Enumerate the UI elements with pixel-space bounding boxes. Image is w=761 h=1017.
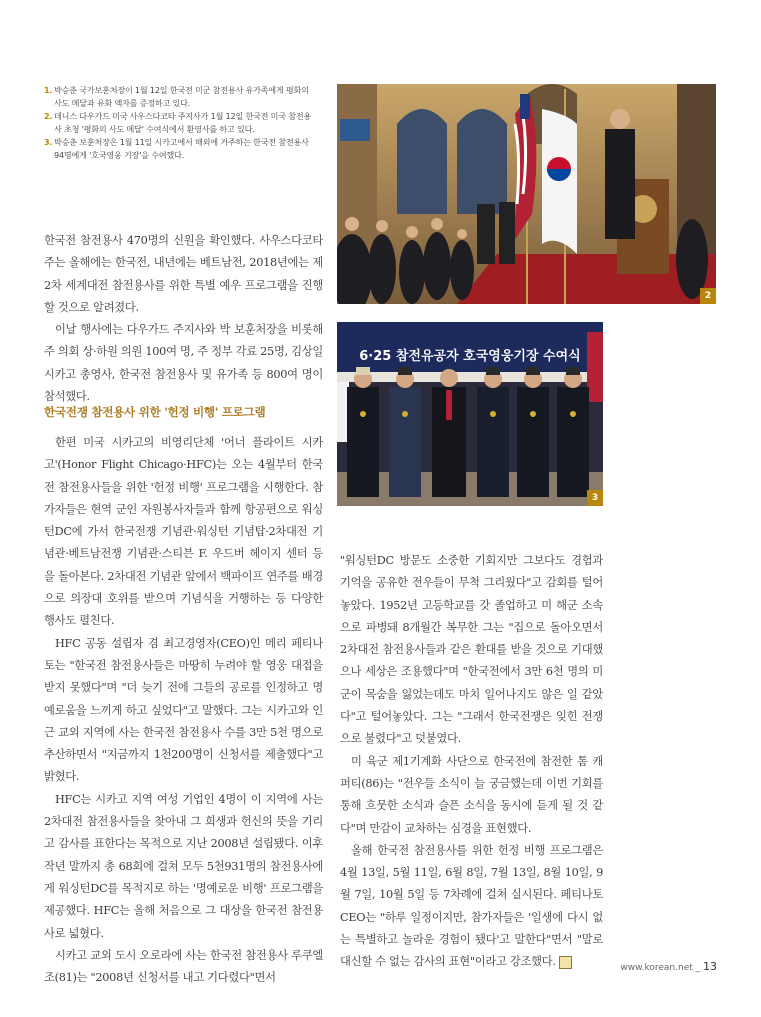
banner-text: 6·25 참전유공자 호국영웅기장 수여식	[359, 349, 581, 364]
caption-text: 박승춘 국가보훈처장이 1월 12일 한국전 미군 참전용사 유가족에게 평화의 사도 메달과 유화 액자를 증정하고 있다.	[54, 85, 309, 108]
paragraph: 한국전 참전용사 470명의 신원을 확인했다. 사우스다코타 주는 올해에는 한국전, 내년에는 베트남전, 2018년에는 제2차 세계대전 참전용사를 위한 특별 예우 프로그램을 진행할 것으로 알려졌다.	[44, 234, 323, 314]
paragraph: 시카고 교외 도시 오로라에 사는 한국전 참전용사 루쿠엘조(81)는 "2008년 신청서를 내고 기다렸다"면서	[44, 948, 323, 985]
photo-captions	[44, 84, 316, 162]
paragraph-last	[340, 840, 603, 974]
caption-3	[44, 136, 316, 162]
ceremony-hall-illustration	[337, 84, 716, 304]
section-heading: 한국전쟁 참전용사 위한 '헌정 비행' 프로그램	[44, 405, 266, 419]
caption-number: 3.	[44, 137, 53, 147]
paragraph: 이날 행사에는 다우가드 주지사와 박 보훈처장을 비롯해 주 의회 상·하원 의원 100여 명, 주 정부 각료 25명, 김상일 시카고 총영사, 한국전 참전용사 및 유가족 등 800여 명이 참석했다.	[44, 323, 323, 404]
veterans-illustration	[337, 322, 603, 506]
caption-number: 1.	[44, 85, 53, 95]
article-body-right	[340, 550, 603, 974]
caption-2	[44, 110, 316, 136]
article-body-left-bottom	[44, 432, 323, 989]
photo-veterans-medals	[337, 322, 603, 506]
paragraph: 미 육군 제1기계화 사단으로 한국전에 참전한 톰 캐퍼티(86)는 "전우들 소식이 늘 궁금했는데 이번 기회를 통해 흐뭇한 소식과 슬픈 소식을 동시에 듣게 될 것 같다"며 만감이 교차하는 심경을 표현했다.	[340, 754, 603, 835]
page-number: 13	[703, 960, 717, 973]
paragraph-text: 올해 한국전 참전용사를 위한 헌정 비행 프로그램은 4월 13일, 5월 11일, 6월 8일, 7월 13일, 8월 10일, 9월 7일, 10월 5일 등 7차례에 걸쳐 실시된다. 페티나토 CEO는 "하루 일정이지만, 참가자들은 '일생에 다시 없는 특별하고 놀라운 경험이 됐다'고 말한다"면서 "말로 대신할 수 없는 감사의 표현"이라고 강조했다.	[340, 843, 603, 969]
paragraph: HFC는 시카고 지역 여성 기업인 4명이 이 지역에 사는 2차대전 참전용사들을 찾아내 그 희생과 헌신의 뜻을 기리고 감사를 표한다는 목적으로 지난 2008년 설립됐다. 이후 작년 말까지 총 68회에 걸쳐 모두 5천931명의 참전용사에게 워싱턴DC를 목적지로 하는 '명예로운 비행' 프로그램을 제공했다. HFC는 올해 처음으로 그 대상을 한국전 참전용사로 넓혔다.	[44, 792, 323, 940]
photo-ceremony-hall	[337, 84, 716, 304]
paragraph: "워싱턴DC 방문도 소중한 기회지만 그보다도 경험과 기억을 공유한 전우들이 무척 그리웠다"고 감회를 털어놓았다. 1952년 고등학교를 갓 졸업하고 미 해군 소속으로 파병돼 8개월간 복무한 그는 "집으로 돌아오면서 2차대전 참전용사들과 같은 환대를 받을 것으로 기대했으나 세상은 조용했다"며 "한국전에서 3만 6천 명의 미군이 목숨을 잃었는데도 마치 일어나지도 않은 일 같았다"고 털어놓았다. 그는 "그래서 한국전쟁은 잊힌 전쟁으로 불렸다"고 덧붙였다.	[340, 554, 603, 746]
caption-number: 2.	[44, 111, 53, 121]
paragraph: HFC 공동 설립자 겸 최고경영자(CEO)인 메리 페티나토는 "한국전 참전용사들은 마땅히 누려야 할 영웅 대접을 받지 못했다"며 "더 늦기 전에 그들의 공로를 인정하고 명예로움을 느끼게 하고 싶었다"고 말했다. 그는 시카고와 인근 교외 지역에 사는 한국전 참전용사 수를 3만 5천 명으로 추산하면서 "지금까지 1천200명이 신청서를 제출했다"고 밝혔다.	[44, 636, 323, 784]
article-body-left-top	[44, 230, 323, 408]
paragraph: 한편 미국 시카고의 비영리단체 '어너 플라이트 시카고'(Honor Flight Chicago·HFC)는 오는 4월부터 한국전 참전용사들을 위한 '헌정 비행' 프로그램을 시행한다. 참가자들은 현역 군인 자원봉사자들과 함께 항공편으로 워싱턴DC에 가서 한국전쟁 기념관·워싱턴 기념탑·2차대전 기념관·베트남전쟁 기념관·스티븐 F. 우드버 헤이지 센터 등을 돌아본다. 2차대전 기념관 앞에서 백파이프 연주를 배경으로 의장대 호위를 받으며 기념식을 거행하는 등 다양한 행사도 펼친다.	[44, 436, 323, 628]
photo-number-badge: 3	[587, 490, 603, 506]
page-footer	[620, 960, 717, 973]
caption-text: 박승춘 보훈처장은 1월 11일 시카고에서 해외에 거주하는 한국전 참전용사 94명에게 '호국영웅 기장'을 수여했다.	[54, 137, 309, 160]
end-mark-icon	[559, 956, 572, 969]
photo-number-badge: 2	[700, 288, 716, 304]
caption-1	[44, 84, 316, 110]
footer-site: www.korean.net _	[620, 963, 703, 973]
caption-text: 데니스 다우가드 미국 사우스다코타 주지사가 1월 12일 한국전 미국 참전용사 초청 '평화의 사도 메달' 수여식에서 환영사를 하고 있다.	[54, 111, 312, 134]
